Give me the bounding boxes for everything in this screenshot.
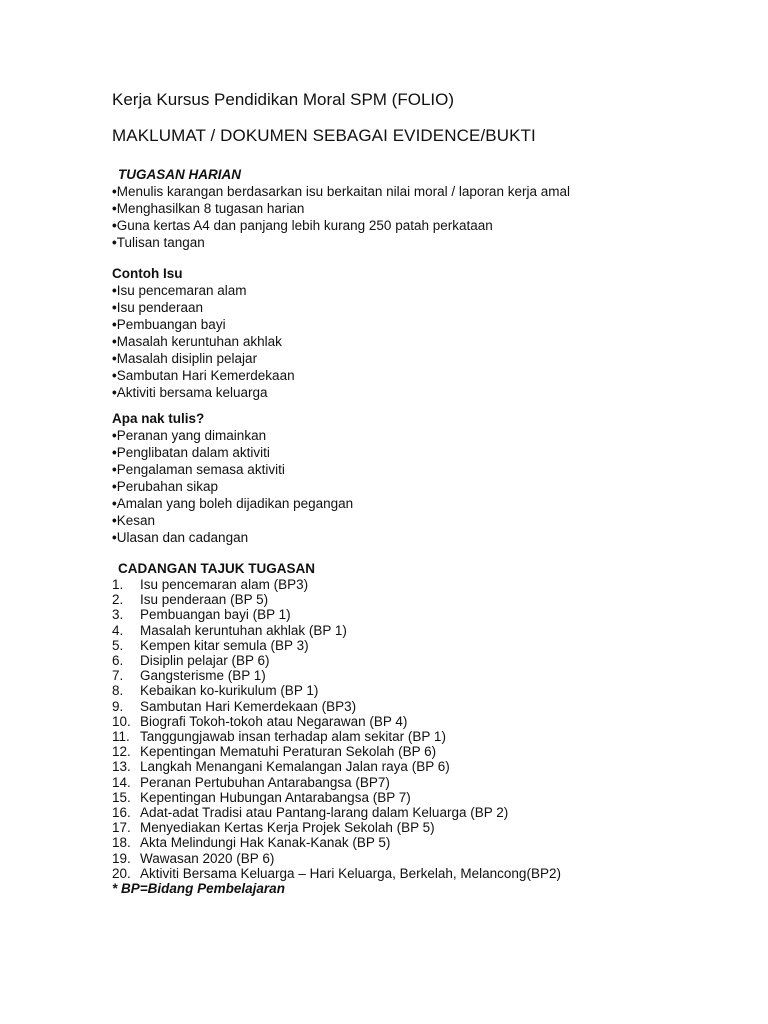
item-text: Pembuangan bayi (BP 1) — [140, 607, 291, 623]
item-text: Isu pencemaran alam (BP3) — [140, 577, 309, 592]
list-item: • Isu pencemaran alam — [112, 282, 752, 299]
document-page — [112, 88, 752, 897]
item-number: 12. — [112, 744, 131, 760]
list-item: • Masalah keruntuhan akhlak — [112, 333, 752, 350]
cadangan-list — [112, 577, 752, 881]
list-item — [112, 577, 752, 592]
item-text: Masalah keruntuhan akhlak (BP 1) — [140, 622, 347, 638]
list-item — [112, 729, 752, 744]
list-item: • Pembuangan bayi — [112, 316, 752, 333]
list-item — [112, 668, 752, 683]
item-number: 19. — [112, 850, 131, 866]
item-text: Gangsterisme (BP 1) — [140, 668, 266, 684]
section-contoh-isu — [112, 265, 752, 401]
item-number: 2. — [112, 592, 124, 608]
section-heading-tugasan: TUGASAN HARIAN — [118, 167, 241, 182]
apa-list — [112, 427, 752, 546]
footnote: * BP=Bidang Pembelajaran — [112, 881, 285, 897]
item-number: 14. — [112, 774, 131, 790]
item-number: 4. — [112, 622, 124, 638]
list-item: • Sambutan Hari Kemerdekaan — [112, 367, 752, 384]
item-number: 18. — [112, 835, 131, 851]
list-item: • Menghasilkan 8 tugasan harian — [112, 200, 752, 217]
section-apa-nak-tulis — [112, 410, 752, 546]
list-item: • Isu penderaan — [112, 299, 752, 316]
list-item — [112, 638, 752, 653]
item-number: 1. — [112, 577, 124, 592]
list-item — [112, 805, 752, 820]
list-item: • Aktiviti bersama keluarga — [112, 384, 752, 401]
item-number: 13. — [112, 759, 131, 775]
list-item — [112, 835, 752, 850]
item-number: 9. — [112, 698, 124, 714]
section-heading-apa: Apa nak tulis? — [112, 411, 205, 426]
item-text: Biografi Tokoh-tokoh atau Negarawan (BP 4) — [140, 713, 408, 729]
list-item — [112, 759, 752, 774]
item-text: Isu penderaan (BP 5) — [140, 592, 269, 608]
list-item: • Penglibatan dalam aktiviti — [112, 444, 752, 461]
list-item: • Guna kertas A4 dan panjang lebih kurang 250 patah perkataan — [112, 217, 752, 234]
section-cadangan-tajuk — [112, 560, 752, 897]
list-item — [112, 623, 752, 638]
list-item: • Ulasan dan cadangan — [112, 529, 752, 546]
list-item: • Perubahan sikap — [112, 478, 752, 495]
item-text: Tanggungjawab insan terhadap alam sekitar (BP 1) — [140, 729, 446, 745]
item-number: 15. — [112, 789, 131, 805]
item-number: 10. — [112, 713, 131, 729]
list-item — [112, 592, 752, 607]
item-text: Peranan Pertubuhan Antarabangsa (BP7) — [140, 774, 390, 790]
item-number: 20. — [112, 865, 131, 881]
list-item — [112, 820, 752, 835]
list-item — [112, 699, 752, 714]
list-item: • Tulisan tangan — [112, 234, 752, 251]
section-heading-cadangan: CADANGAN TAJUK TUGASAN — [118, 561, 315, 576]
list-item — [112, 714, 752, 729]
item-number: 16. — [112, 805, 131, 821]
list-item — [112, 866, 752, 881]
list-item — [112, 683, 752, 698]
list-item: • Kesan — [112, 512, 752, 529]
item-number: 7. — [112, 668, 124, 684]
item-number: 8. — [112, 683, 124, 699]
list-item: • Peranan yang dimainkan — [112, 427, 752, 444]
list-item: • Amalan yang boleh dijadikan pegangan — [112, 495, 752, 512]
list-item: • Menulis karangan berdasarkan isu berkaitan nilai moral / laporan kerja amal — [112, 183, 752, 200]
item-text: Kepentingan Hubungan Antarabangsa (BP 7) — [140, 789, 411, 805]
item-number: 3. — [112, 607, 124, 623]
section-heading-contoh: Contoh Isu — [112, 266, 183, 281]
item-number: 6. — [112, 653, 124, 669]
item-number: 17. — [112, 820, 131, 836]
item-text: Disiplin pelajar (BP 6) — [140, 653, 270, 669]
item-number: 11. — [112, 729, 130, 745]
item-text: Sambutan Hari Kemerdekaan (BP3) — [140, 698, 357, 714]
list-item: • Pengalaman semasa aktiviti — [112, 461, 752, 478]
list-item — [112, 744, 752, 759]
list-item: • Masalah disiplin pelajar — [112, 350, 752, 367]
item-text: Wawasan 2020 (BP 6) — [140, 850, 275, 866]
item-number: 5. — [112, 637, 124, 653]
list-item — [112, 607, 752, 622]
item-text: Menyediakan Kertas Kerja Projek Sekolah (BP 5) — [140, 820, 435, 836]
item-text: Kepentingan Mematuhi Peraturan Sekolah (BP 6) — [140, 744, 437, 760]
list-item — [112, 851, 752, 866]
item-text: Aktiviti Bersama Keluarga – Hari Keluarga, Berkelah, Melancong(BP2) — [140, 865, 561, 881]
item-text: Akta Melindungi Hak Kanak-Kanak (BP 5) — [140, 835, 391, 851]
list-item — [112, 775, 752, 790]
item-text: Langkah Menangani Kemalangan Jalan raya (BP 6) — [140, 759, 450, 775]
document-subtitle: MAKLUMAT / DOKUMEN SEBAGAI EVIDENCE/BUKTI — [112, 126, 536, 145]
list-item — [112, 790, 752, 805]
item-text: Adat-adat Tradisi atau Pantang-larang dalam Keluarga (BP 2) — [140, 805, 509, 821]
tugasan-list — [112, 183, 752, 251]
item-text: Kempen kitar semula (BP 3) — [140, 637, 309, 653]
document-title: Kerja Kursus Pendidikan Moral SPM (FOLIO) — [112, 90, 455, 109]
section-tugasan-harian — [112, 166, 752, 251]
list-item — [112, 653, 752, 668]
item-text: Kebaikan ko-kurikulum (BP 1) — [140, 683, 319, 699]
contoh-list — [112, 282, 752, 401]
